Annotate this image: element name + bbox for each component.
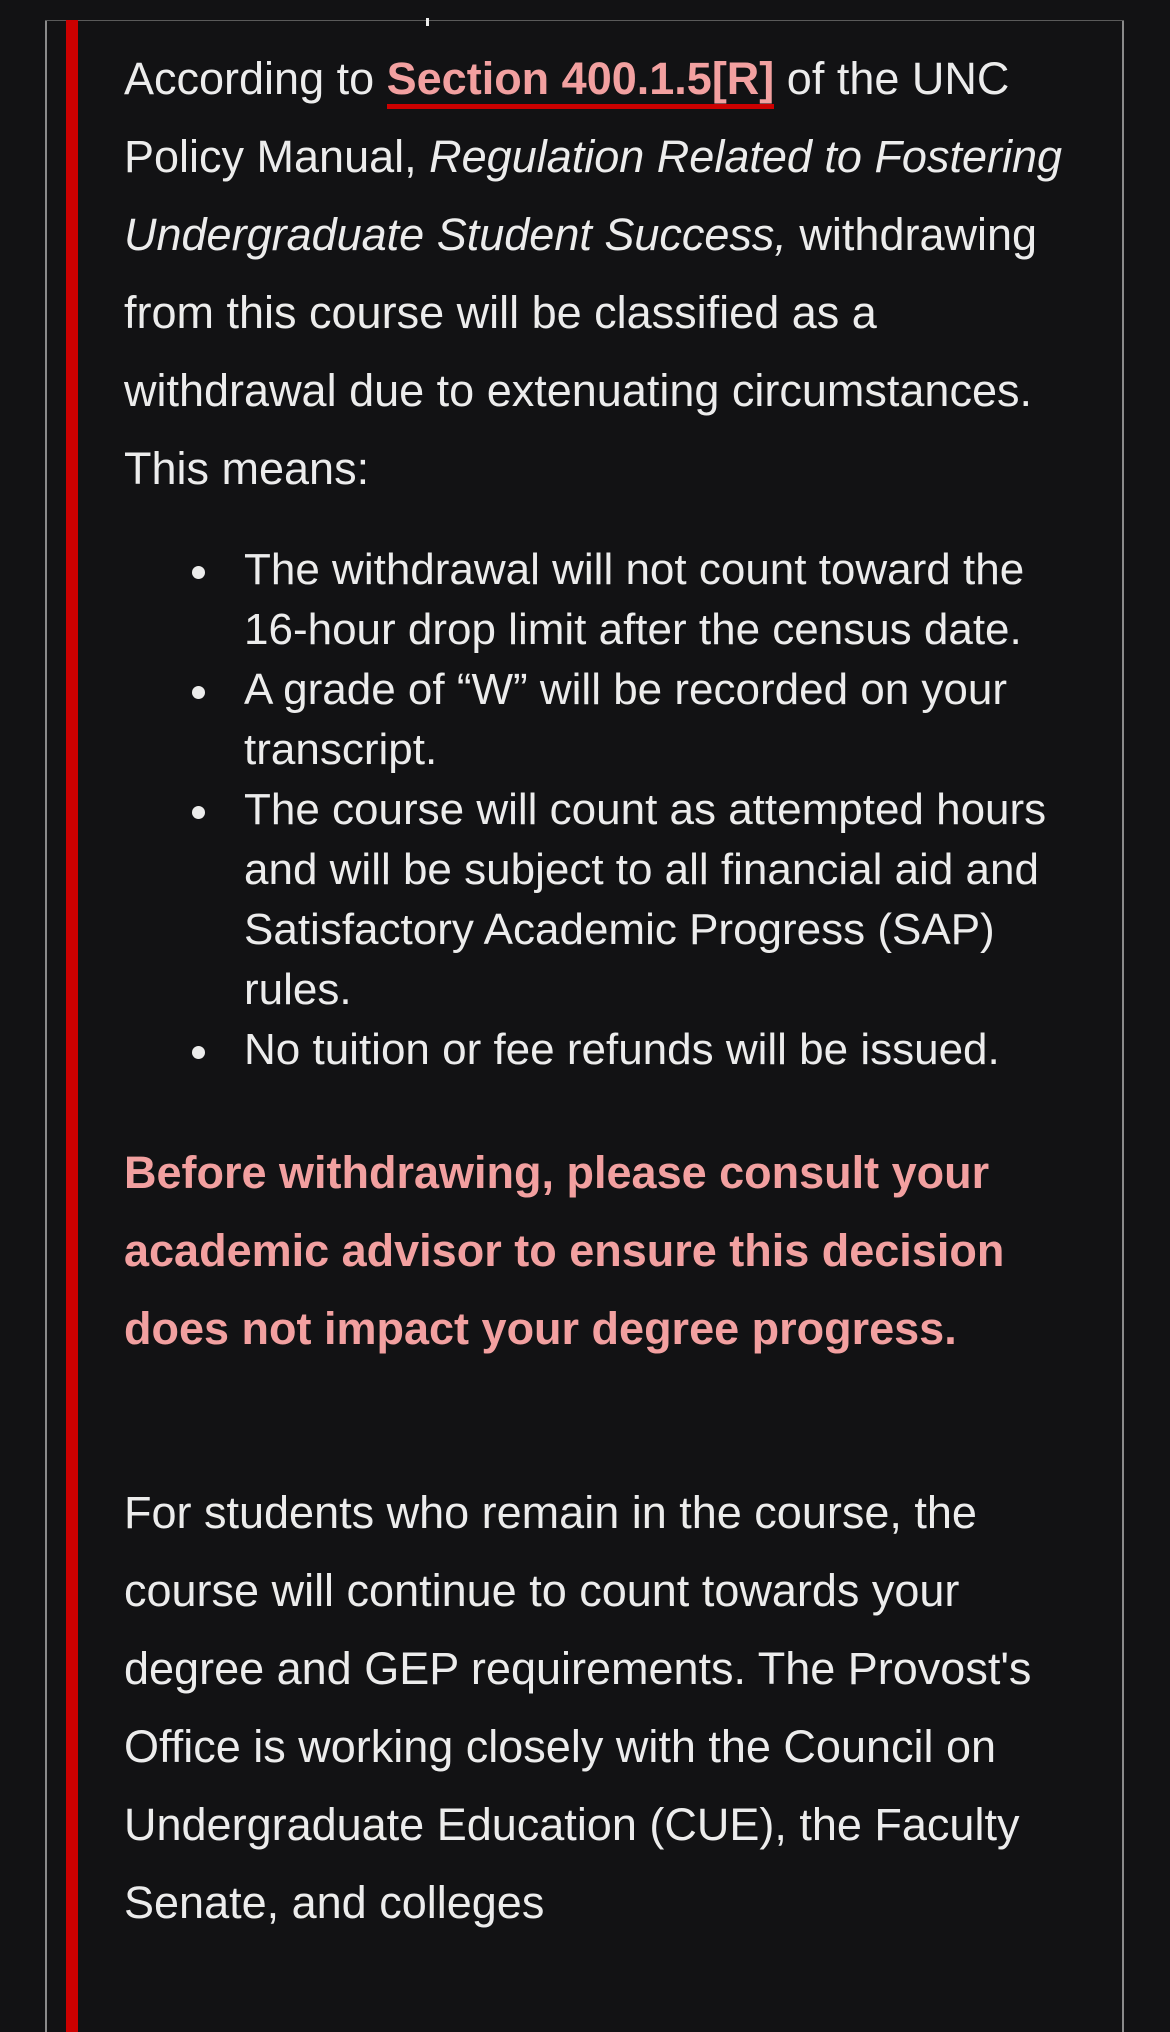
bullet-icon — [192, 1046, 205, 1059]
intro-after-link: of the UNC Policy Manual, — [124, 53, 1010, 182]
page-border-left — [45, 0, 47, 2032]
bullet-icon — [192, 806, 205, 819]
bullet-icon — [192, 566, 205, 579]
quote-accent-bar — [66, 20, 78, 2032]
withdrawal-consequences-list — [124, 540, 1084, 1080]
page-border-right — [1122, 0, 1124, 2032]
regulation-title: Regulation Related to Fostering Undergraduate Student Success, — [124, 131, 1063, 260]
list-item-text: A grade of “W” will be recorded on your transcript. — [244, 665, 1008, 774]
top-divider — [45, 0, 1124, 21]
list-item-text: The course will count as attempted hours and will be subject to all financial aid and Satisfactory Academic Progress (SAP) rules. — [244, 785, 1047, 1014]
intro-suffix: withdrawing from this course will be classified as a withdrawal due to extenuating circumstances. This means: — [124, 209, 1038, 494]
list-item — [244, 1020, 1084, 1080]
list-item — [244, 660, 1084, 780]
list-item — [244, 540, 1084, 660]
list-item-text: The withdrawal will not count toward the 16-hour drop limit after the census date. — [244, 545, 1025, 654]
announcement-body — [124, 40, 1084, 1942]
top-cursor-mark — [426, 18, 429, 26]
remain-paragraph: For students who remain in the course, the course will continue to count towards your degree and GEP requirements. The Provost's Office is working closely with the Council on Undergraduate Education (CUE), the Faculty Senate, and colleges — [124, 1487, 1032, 1928]
list-item — [244, 780, 1084, 1020]
intro-prefix: According to — [124, 53, 387, 104]
advisor-warning: Before withdrawing, please consult your academic advisor to ensure this decision does not impact your degree progress. — [124, 1147, 1005, 1354]
bullet-icon — [192, 686, 205, 699]
policy-section-link[interactable]: Section 400.1.5[R] — [387, 53, 775, 109]
intro-paragraph — [124, 40, 1084, 508]
list-item-text: No tuition or fee refunds will be issued. — [244, 1025, 1000, 1074]
